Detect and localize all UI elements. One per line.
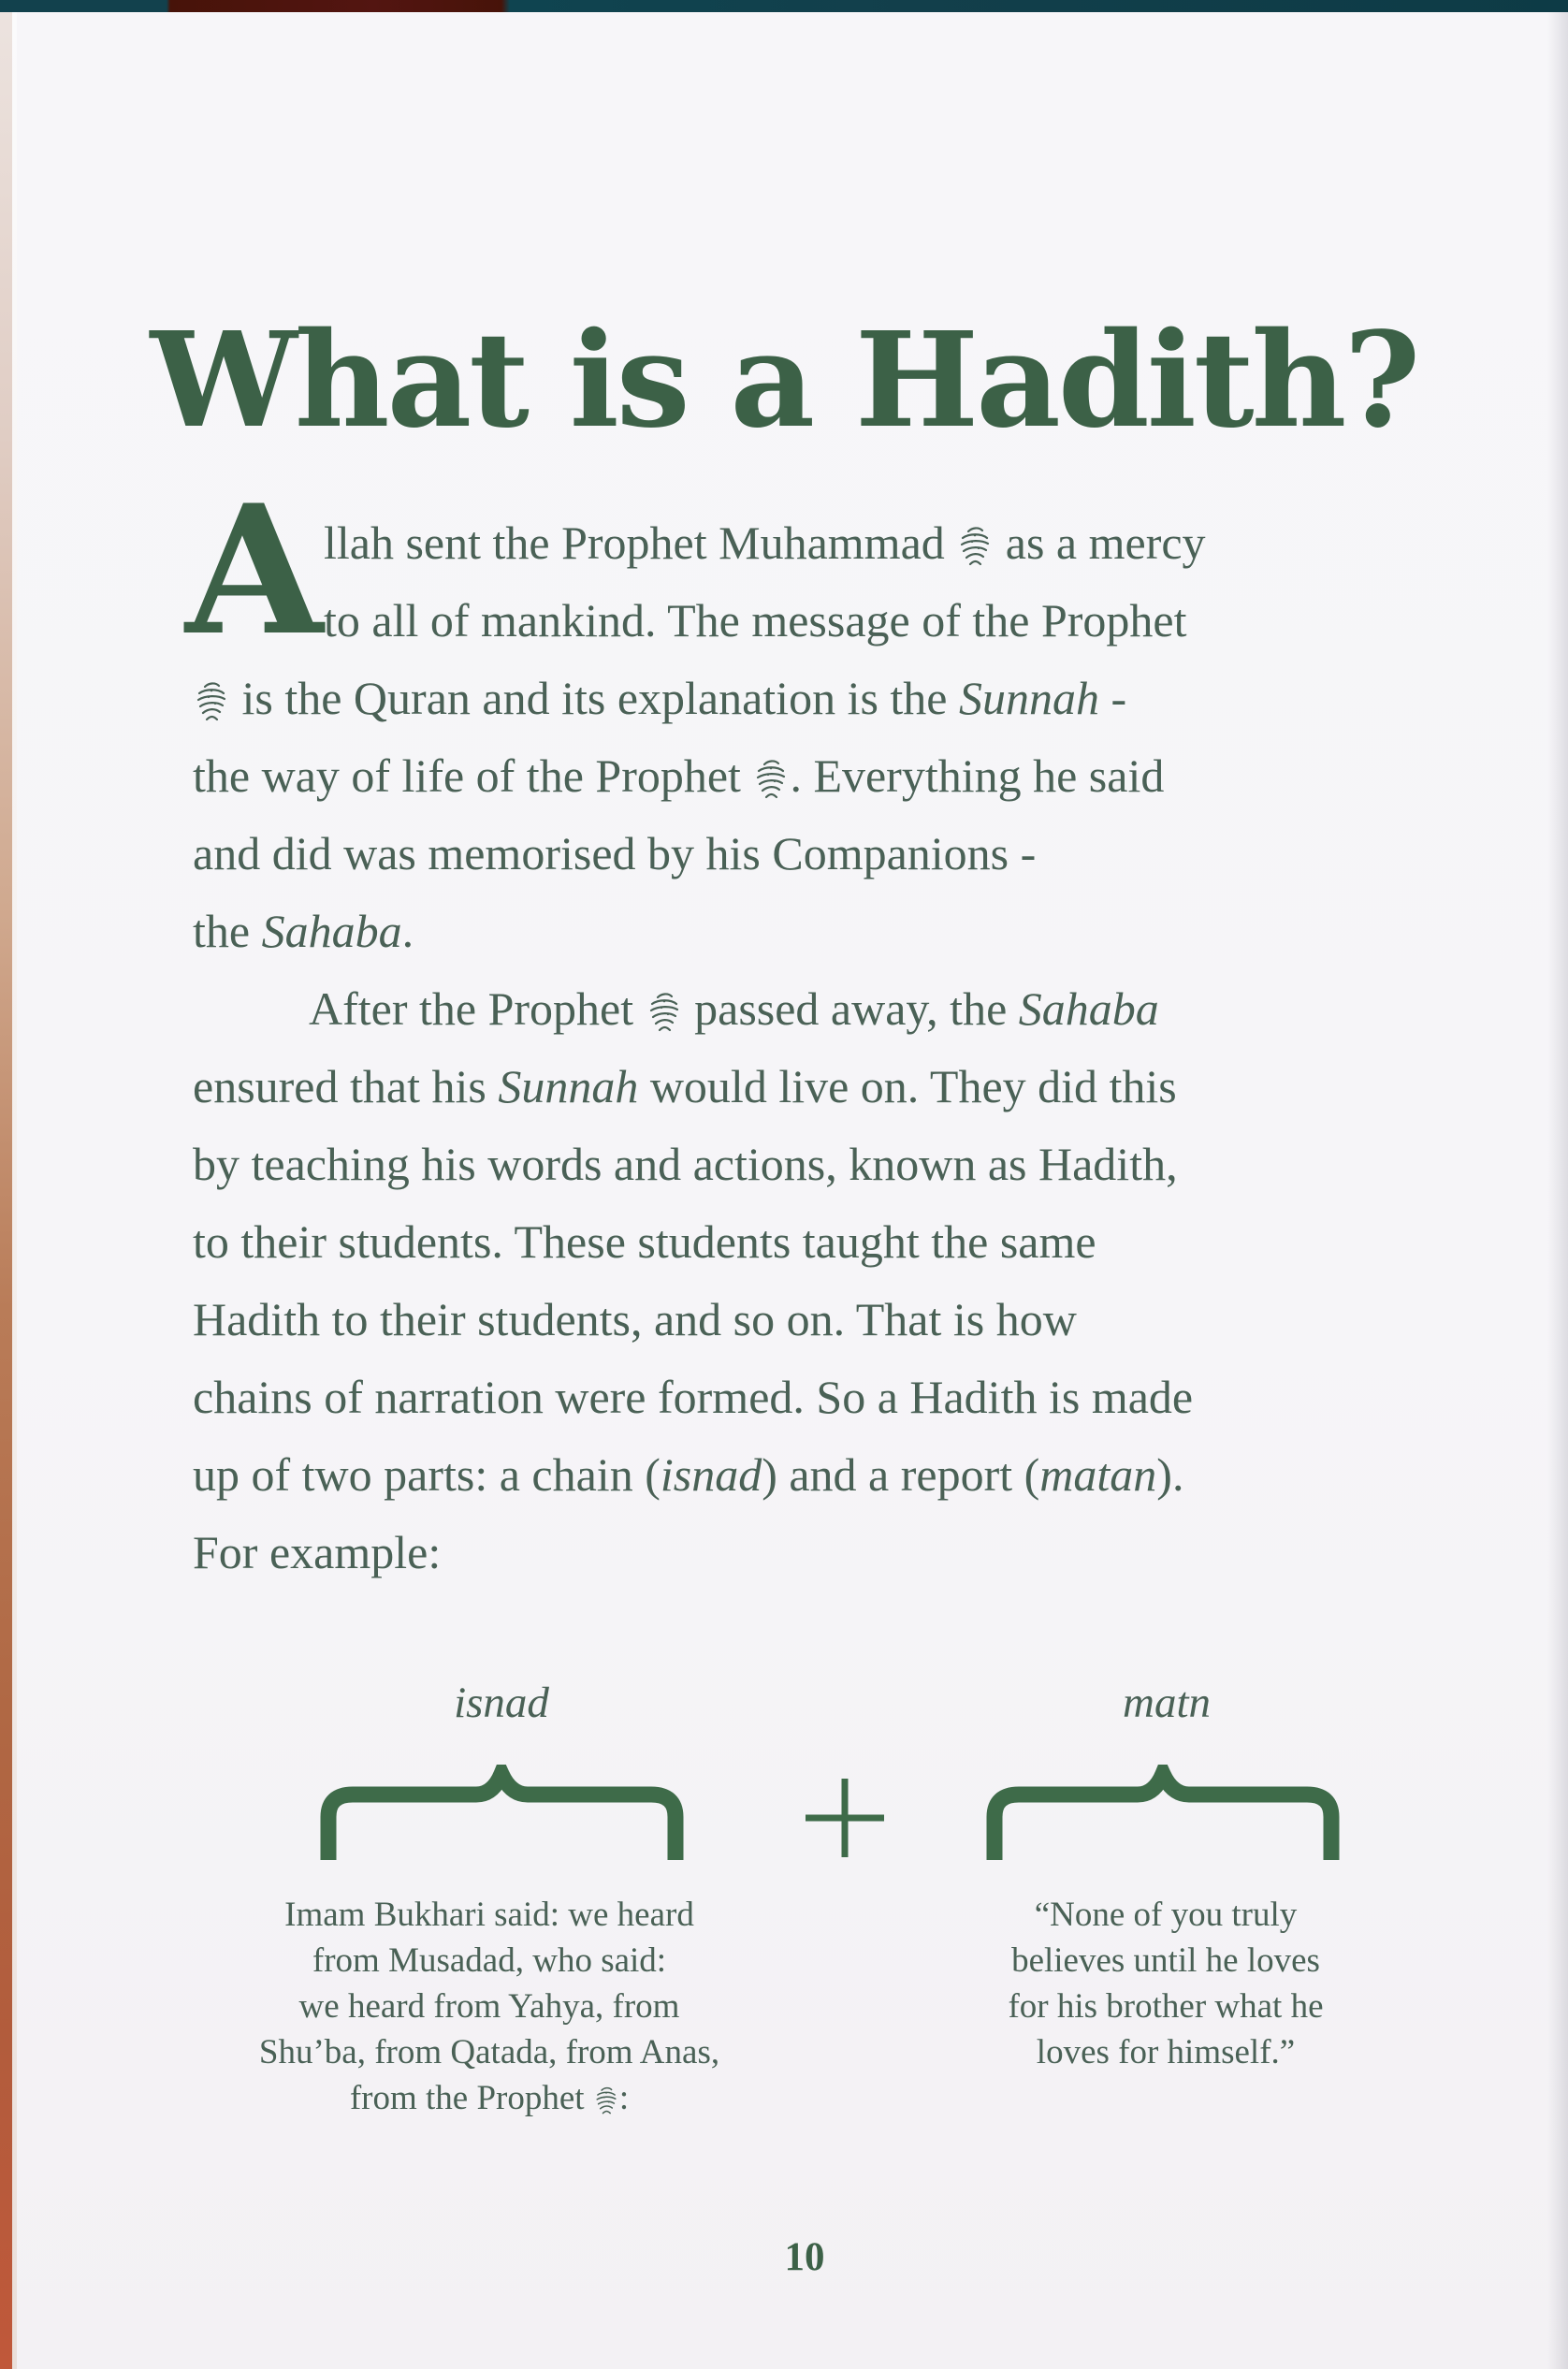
page-number: 10 [784,2235,825,2279]
text-segment: Hadith to their students, and so on. That is how [193,1293,1077,1345]
text-segment: to all of mankind. The message of the Prophet [324,594,1187,647]
italic-term: matan [1039,1448,1157,1501]
pbuh-calligraphy-icon [752,758,790,803]
text-segment: believes until he loves [1011,1941,1320,1980]
pbuh-calligraphy-icon [593,2086,619,2117]
text-segment: from the Prophet [349,2079,593,2117]
text-line [193,504,1409,582]
text-line [193,1359,1409,1436]
text-segment: for his brother what he [1008,1987,1324,2026]
text-line [866,1938,1465,1984]
text-segment: passed away, the [682,982,1019,1035]
text-line [193,660,1409,737]
text-segment: . Everything he said [790,749,1165,802]
text-line [866,1892,1465,1938]
text-segment: . [401,905,414,957]
drop-cap-spacer [193,504,324,660]
pbuh-calligraphy-icon [956,525,994,570]
page-title: What is a Hadith? [150,303,1418,458]
text-line [866,2029,1465,2075]
text-line [193,815,1409,893]
pbuh-calligraphy-icon [646,991,683,1036]
text-segment: - [1099,672,1127,724]
text-segment: ensured that his [193,1060,499,1112]
text-segment: to their students. These students taught the same [193,1215,1096,1268]
text-segment: “None of you truly [1034,1896,1298,1934]
text-line [190,1984,789,2029]
text-segment: Imam Bukhari said: we heard [284,1896,694,1934]
text-segment: ) and a report ( [762,1448,1040,1501]
body-text [193,504,1409,1591]
text-segment: Shu’ba, from Qatada, from Anas, [258,2033,720,2071]
text-line [193,1203,1409,1281]
text-line [193,1514,1409,1591]
text-segment: we heard from Yahya, from [298,1987,680,2026]
text-line [190,1892,789,1938]
italic-term: Sunnah [498,1060,639,1112]
text-segment: the way of life of the Prophet [193,749,753,802]
matn-brace-icon [985,1765,1341,1860]
drop-cap: A [185,466,324,675]
photo-top-edge [0,0,1568,12]
text-segment: chains of narration were formed. So a Hadith is made [193,1371,1194,1423]
text-segment: is the Quran and its explanation is the [230,672,960,724]
text-segment: as a mercy [994,516,1206,569]
text-line [193,737,1409,815]
isnad-chain-text [190,1892,789,2121]
text-segment: : [618,2079,630,2117]
italic-term: Sahaba [1018,982,1159,1035]
matn-report-text [866,1892,1465,2075]
text-segment: llah sent the Prophet Muhammad [324,516,957,569]
text-segment: the [193,905,262,957]
matn-label: matn [1123,1679,1211,1727]
text-segment: For example: [193,1526,442,1578]
text-segment: by teaching his words and actions, known as Hadith, [193,1138,1178,1190]
text-line [193,1126,1409,1203]
italic-term: isnad [660,1448,762,1501]
text-segment: up of two parts: a chain ( [193,1448,661,1501]
italic-term: Sunnah [959,672,1100,724]
text-segment: ). [1156,1448,1184,1501]
text-line [190,2029,789,2075]
text-line [193,1281,1409,1359]
isnad-label: isnad [454,1679,549,1727]
text-line [193,893,1409,970]
text-segment: loves for himself.” [1036,2033,1296,2071]
text-line [193,1048,1409,1126]
plus-icon [800,1773,890,1863]
italic-term: Sahaba [261,905,402,957]
text-line [193,970,1409,1048]
text-segment: would live on. They did this [638,1060,1177,1112]
text-line [190,2075,789,2121]
text-line [193,1436,1409,1514]
isnad-brace-icon [319,1765,685,1860]
pbuh-calligraphy-icon [193,680,230,725]
text-segment: and did was memorised by his Companions - [193,827,1037,879]
text-segment: After the Prophet [309,982,646,1035]
text-line [866,1984,1465,2029]
text-line [190,1938,789,1984]
text-segment: from Musadad, who said: [312,1941,667,1980]
text-line [193,582,1409,660]
